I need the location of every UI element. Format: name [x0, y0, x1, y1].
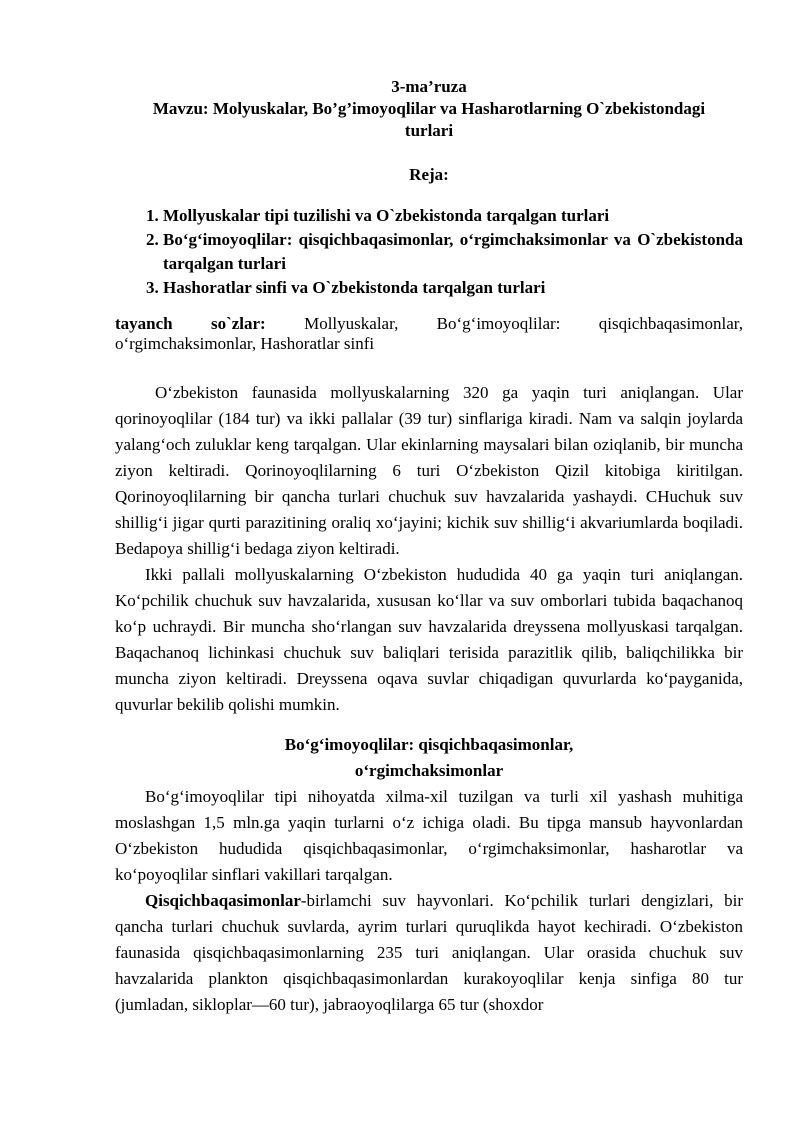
term-qisqichbaqasimonlar: Qisqichbaqasimonlar: [145, 891, 301, 910]
keywords-text: Mollyuskalar, Bo‘g‘imoyoqlilar: qisqichbaqasimonlar, o‘rgimchaksimonlar, Hashoratlar sinfi: [115, 314, 743, 353]
body-paragraph-3: Bo‘g‘imoyoqlilar tipi nihoyatda xilma-xil tuzilgan va turli xil yashash muhitiga moslashgan 1,5 mln.ga yaqin turlarni o‘z ichiga oladi. Bu tipga mansub hayvonlardan O‘zbekiston hududida qisqichbaqasimonlar, o‘rgimchaksimonlar, hasharotlar va ko‘poyoqlilar sinflari vakillari tarqalgan.: [115, 787, 743, 884]
body-paragraph-2: Ikki pallali mollyuskalarning O‘zbekiston hududida 40 ga yaqin turi aniqlangan. Ko‘pchilik chuchuk suv havzalarida, xususan ko‘llar va suv omborlari tubida baqachanoq ko‘p uchraydi. Bir muncha sho‘rlangan suv havzalarida dreyssena mollyuskasi tarqalgan. Baqachanoq lichinkasi chuchuk suv baliqlari terisida parazitlik qilib, baliqchilikka bir muncha ziyon keltiradi. Dreyssena oqava suvlar chiqadigan quvurlarda ko‘payganida, quvurlar bekilib qolishi mumkin.: [115, 565, 743, 714]
plan-item-3: 3. Hashoratlar sinfi va O`zbekistonda tarqalgan turlari: [163, 276, 743, 300]
plan-item-1: 1. Mollyuskalar tipi tuzilishi va O`zbekistonda tarqalgan turlari: [163, 204, 743, 228]
plan-item-2: 2. Bo‘g‘imoyoqlilar: qisqichbaqasimonlar, o‘rgimchaksimonlar va O`zbekistonda tarqalgan turlari: [163, 228, 743, 276]
keywords-label: tayanch so`zlar:: [115, 314, 266, 333]
section-title: [115, 732, 743, 784]
lecture-number: 3-ma’ruza: [391, 77, 467, 96]
body-paragraph-4-text: -birlamchi suv hayvonlari. Ko‘pchilik turlari dengizlari, bir qancha turlari chuchuk suvlarda, ayrim turlari quruqlikda hayot kechiradi. O‘zbekiston faunasida qisqichbaqasimonlarning 235 turi aniqlangan. Ular orasida chuchuk suv havzalarida plankton qisqichbaqasimonlardan kurakoyoqlilar kenja sinfiga 80 tur (jumladan, sikloplar—60 tur), jabraoyoqlilarga 65 tur (shoxdor: [115, 891, 743, 1014]
plan-heading: Reja:: [409, 165, 449, 184]
section-title-line2: o‘rgimchaksimonlar: [354, 761, 504, 780]
topic-title-line2: turlari: [404, 121, 454, 140]
section-title-line1: Bo‘g‘imoyoqlilar: qisqichbaqasimonlar,: [284, 735, 574, 754]
body-paragraph-4: [115, 888, 743, 1018]
document-page: [115, 76, 743, 1018]
plan-list: [115, 204, 743, 300]
body-paragraph-1: O‘zbekiston faunasida mollyuskalarning 320 ga yaqin turi aniqlangan. Ular qorinoyoqlilar (184 tur) va ikki pallalar (39 tur) sinflariga kiradi. Nam va salqin joylarda yalang‘och zuluklar keng tarqalgan. Ular ekinlarning maysalari bilan oziqlanib, bir muncha ziyon keltiradi. Qorinoyoqlilarning 6 turi O‘zbekiston Qizil kitobiga kiritilgan. Qorinoyoqlilarning bir qancha turlari chuchuk suv havzalarida yashaydi. CHuchuk suv shillig‘i jigar qurti parazitining oraliq xo‘jayini; kichik suv shillig‘i akvariumlarda boqiladi. Bedapoya shillig‘i bedaga ziyon keltiradi.: [115, 383, 743, 558]
topic-title-line1: Mavzu: Molyuskalar, Bo’g’imoyoqlilar va Hasharotlarning O`zbekistondagi: [152, 99, 706, 118]
keywords-paragraph: [115, 314, 743, 354]
